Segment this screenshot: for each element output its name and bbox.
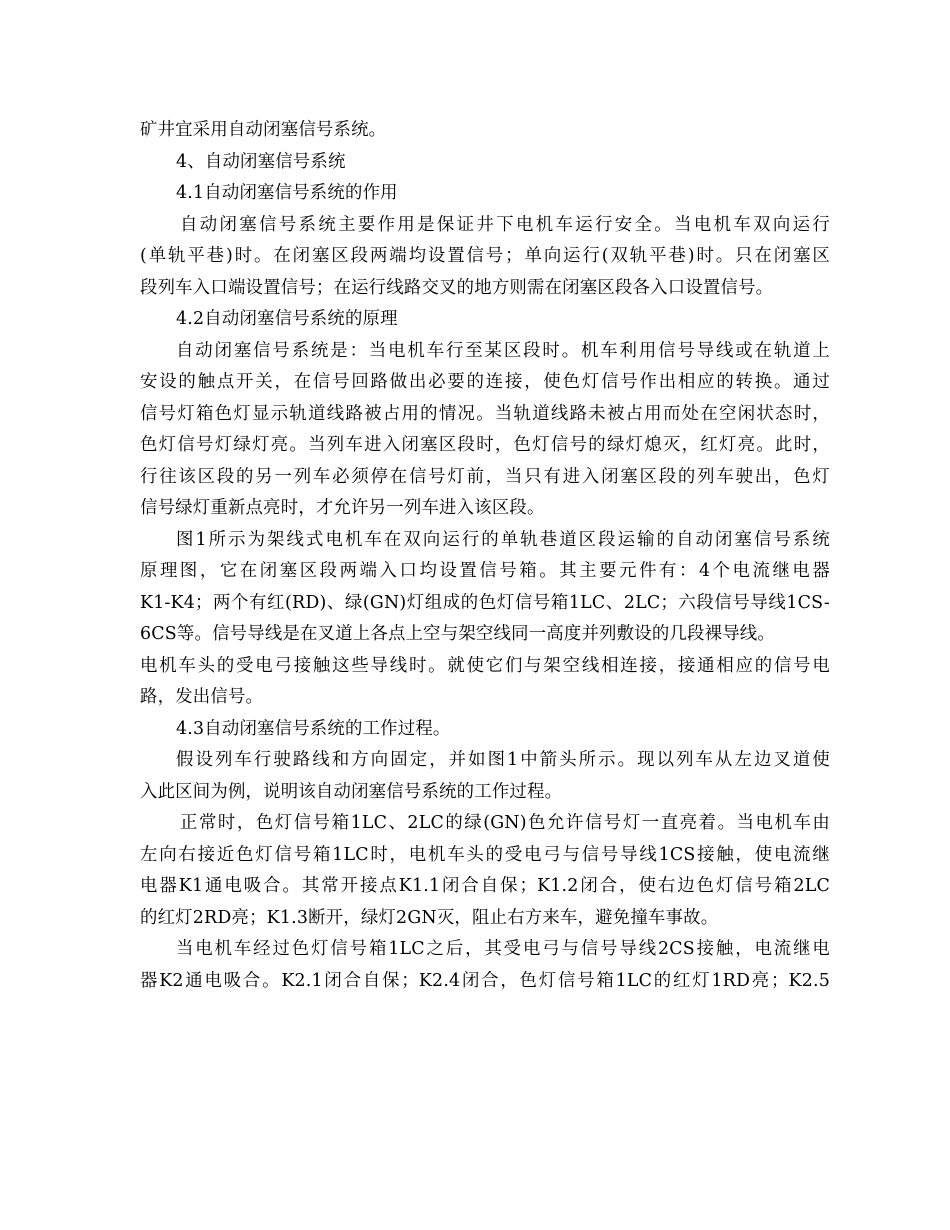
text-line: 信号灯箱色灯显示轨道线路被占用的情况。当轨道线路未被占用而处在空闲状态时，	[140, 403, 830, 424]
section-heading: 4、自动闭塞信号系统	[176, 151, 346, 172]
text-line: 色灯信号灯绿灯亮。当列车进入闭塞区段时，色灯信号的绿灯熄灭，红灯亮。此时，	[140, 435, 830, 455]
text-line: 当电机车经过色灯信号箱1LC之后，其受电弓与信号导线2CS接触，电流继电	[176, 939, 830, 959]
text-line: 图1所示为架线式电机车在双向运行的单轨巷道区段运输的自动闭塞信号系统	[176, 529, 830, 550]
text-line: (单轨平巷)时。在闭塞区段两端均设置信号；单向运行(双轨平巷)时。只在闭塞区	[140, 246, 830, 266]
text-line: 自动闭塞信号系统是：当电机车行至某区段时。机车利用信号导线或在轨道上	[176, 340, 830, 361]
text-line: 假设列车行驶路线和方向固定，并如图1中箭头所示。现以列车从左边叉道使	[176, 750, 830, 770]
document-page	[140, 115, 830, 997]
text-line: 器K2通电吸合。K2.1闭合自保；K2.4闭合，色灯信号箱1LC的红灯1RD亮；K2.5	[140, 970, 830, 991]
text-line: 6CS等。信号导线是在叉道上各点上空与架空线同一高度并列敷设的几段裸导线。	[140, 624, 775, 644]
text-line: K1-K4；两个有红(RD)、绿(GN)灯组成的色灯信号箱1LC、2LC；六段信号导线1CS-	[140, 592, 830, 613]
text-line: 信号绿灯重新点亮时，才允许另一列车进入该区段。	[140, 498, 545, 518]
text-line: 行往该区段的另一列车必须停在信号灯前，当只有进入闭塞区段的列车驶出，色灯	[140, 466, 830, 487]
text-line: 原理图，它在闭塞区段两端入口均设置信号箱。其主要元件有：4个电流继电器	[140, 561, 830, 581]
subsection-heading: 4.3自动闭塞信号系统的工作过程。	[176, 718, 451, 739]
text-line: 电机车头的受电弓接触这些导线时。就使它们与架空线相连接，接通相应的信号电	[140, 655, 830, 676]
subsection-heading: 4.2自动闭塞信号系统的原理	[176, 309, 398, 329]
text-line: 的红灯2RD亮；K1.3断开，绿灯2GN灭，阻止右方来车，避免撞车事故。	[140, 907, 719, 928]
text-line: 安设的触点开关，在信号回路做出必要的连接，使色灯信号作出相应的转换。通过	[140, 372, 830, 392]
text-line: 正常时，色灯信号箱1LC、2LC的绿(GN)色允许信号灯一直亮着。当电机车由	[180, 813, 830, 833]
subsection-heading: 4.1自动闭塞信号系统的作用	[176, 183, 398, 203]
text-line: 入此区间为例，说明该自动闭塞信号系统的工作过程。	[140, 781, 563, 802]
text-line: 自动闭塞信号系统主要作用是保证井下电机车运行安全。当电机车双向运行	[180, 214, 830, 235]
text-line: 电器K1通电吸合。其常开接点K1.1闭合自保；K1.2闭合，使右边色灯信号箱2LC	[140, 876, 830, 896]
text-line: 路，发出信号。	[140, 687, 264, 707]
text-line: 矿井宜采用自动闭塞信号系统。	[140, 120, 387, 140]
text-line: 左向右接近色灯信号箱1LC时，电机车头的受电弓与信号导线1CS接触，使电流继	[140, 844, 830, 865]
text-line: 段列车入口端设置信号；在运行线路交叉的地方则需在闭塞区段各入口设置信号。	[140, 277, 774, 298]
